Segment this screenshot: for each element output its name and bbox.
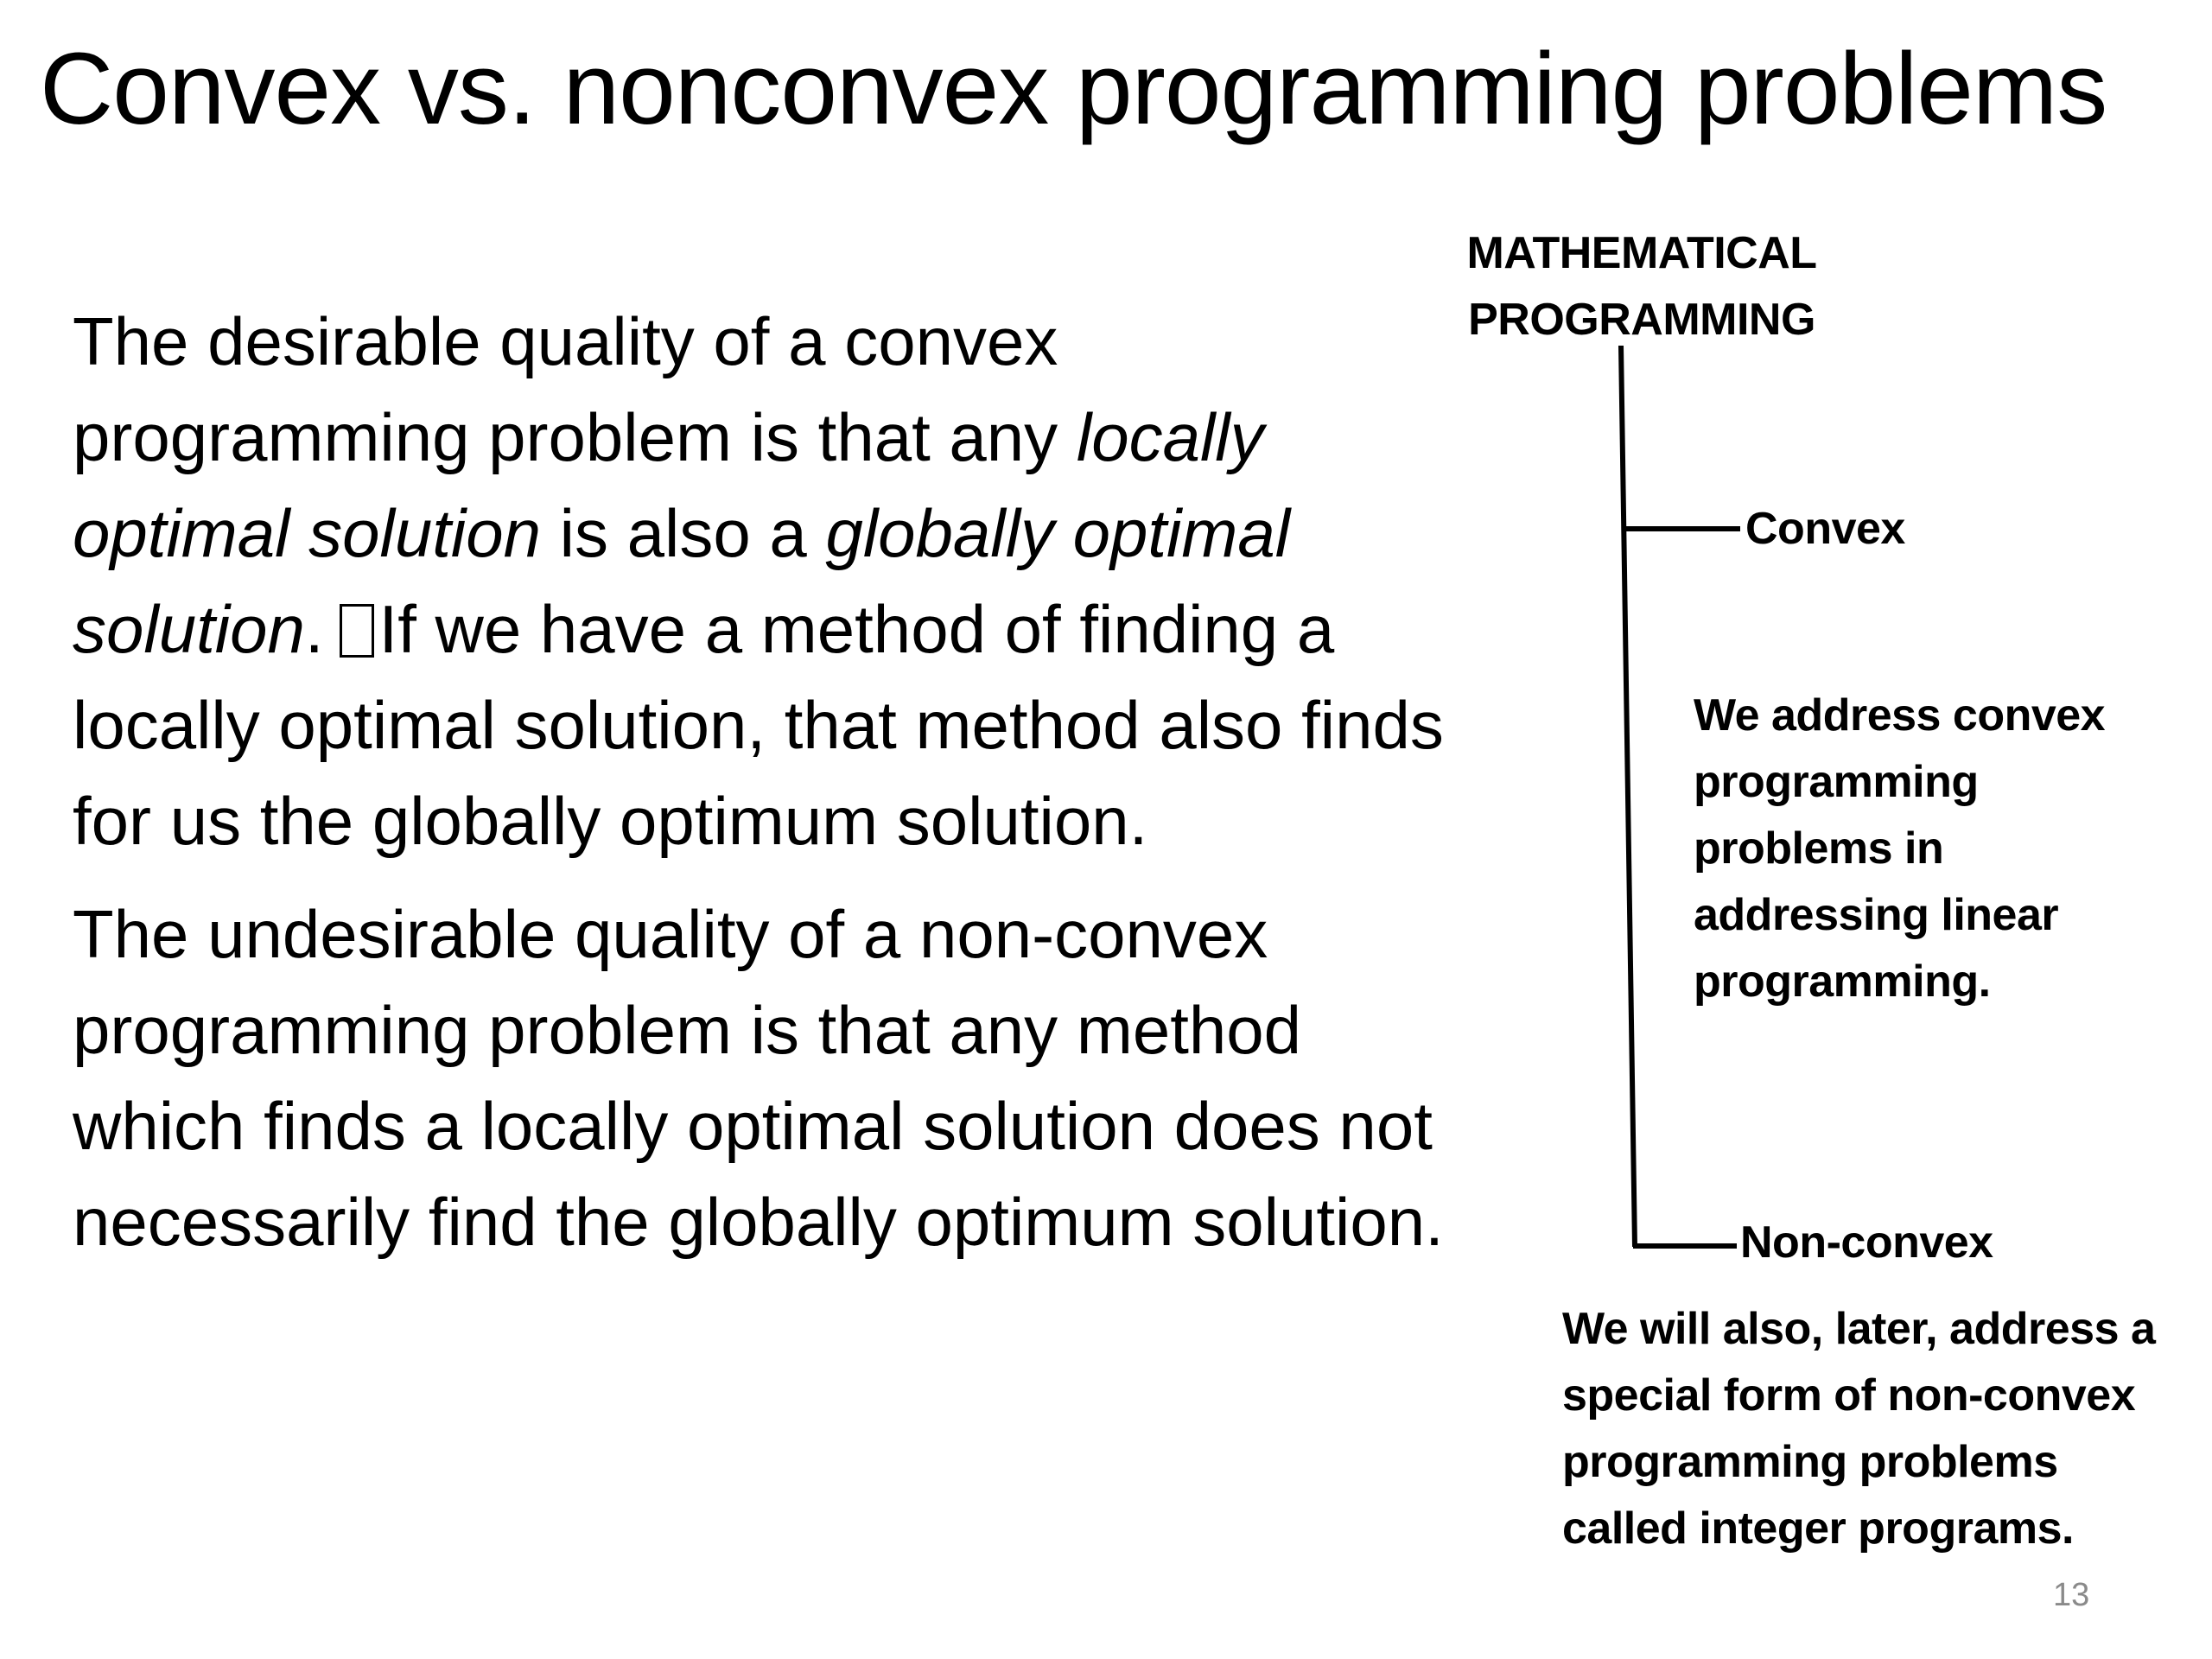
paragraph-convex-emphasis-locally: locally optimal solution — [73, 399, 1264, 571]
missing-glyph-box-icon — [340, 604, 374, 658]
paragraph-convex-text-4: If we have a method of finding a locally optimal solution, that method also finds for us the globally optimum solution. — [73, 591, 1444, 859]
paragraph-convex-text-3: . — [304, 591, 324, 667]
slide-title: Convex vs. nonconvex programming problems — [40, 32, 2107, 146]
slide-number: 13 — [2053, 1577, 2090, 1613]
paragraph-nonconvex: The undesirable quality of a non-convex programming problem is that any method which finds a locally optimal solution does not necessarily find the globally optimum solution. — [73, 896, 1444, 1260]
paragraph-convex — [73, 294, 1455, 869]
body-text — [73, 294, 1455, 1270]
tree-root-line-1: MATHEMATICAL — [1466, 228, 1817, 278]
tree-nonconvex-label: Non-convex — [1740, 1217, 1993, 1268]
paragraph-convex-emphasis-globally: globally optimal solution — [73, 495, 1291, 667]
tree-root-label — [1417, 220, 1866, 353]
nonconvex-note: We will also, later, address a special form of non-convex programming problems called integer programs. — [1562, 1304, 2156, 1554]
tree-trunk-line — [1621, 346, 1635, 1247]
paragraph-convex-text-1: The desirable quality of a convex programming problem is that any — [73, 303, 1077, 475]
convex-note: We address convex programming problems in addressing linear programming. — [1694, 690, 2106, 1007]
paragraph-convex-text-2: is also a — [540, 495, 826, 571]
tree-root-line-2: PROGRAMMING — [1468, 295, 1815, 345]
tree-convex-label: Convex — [1745, 504, 1905, 554]
